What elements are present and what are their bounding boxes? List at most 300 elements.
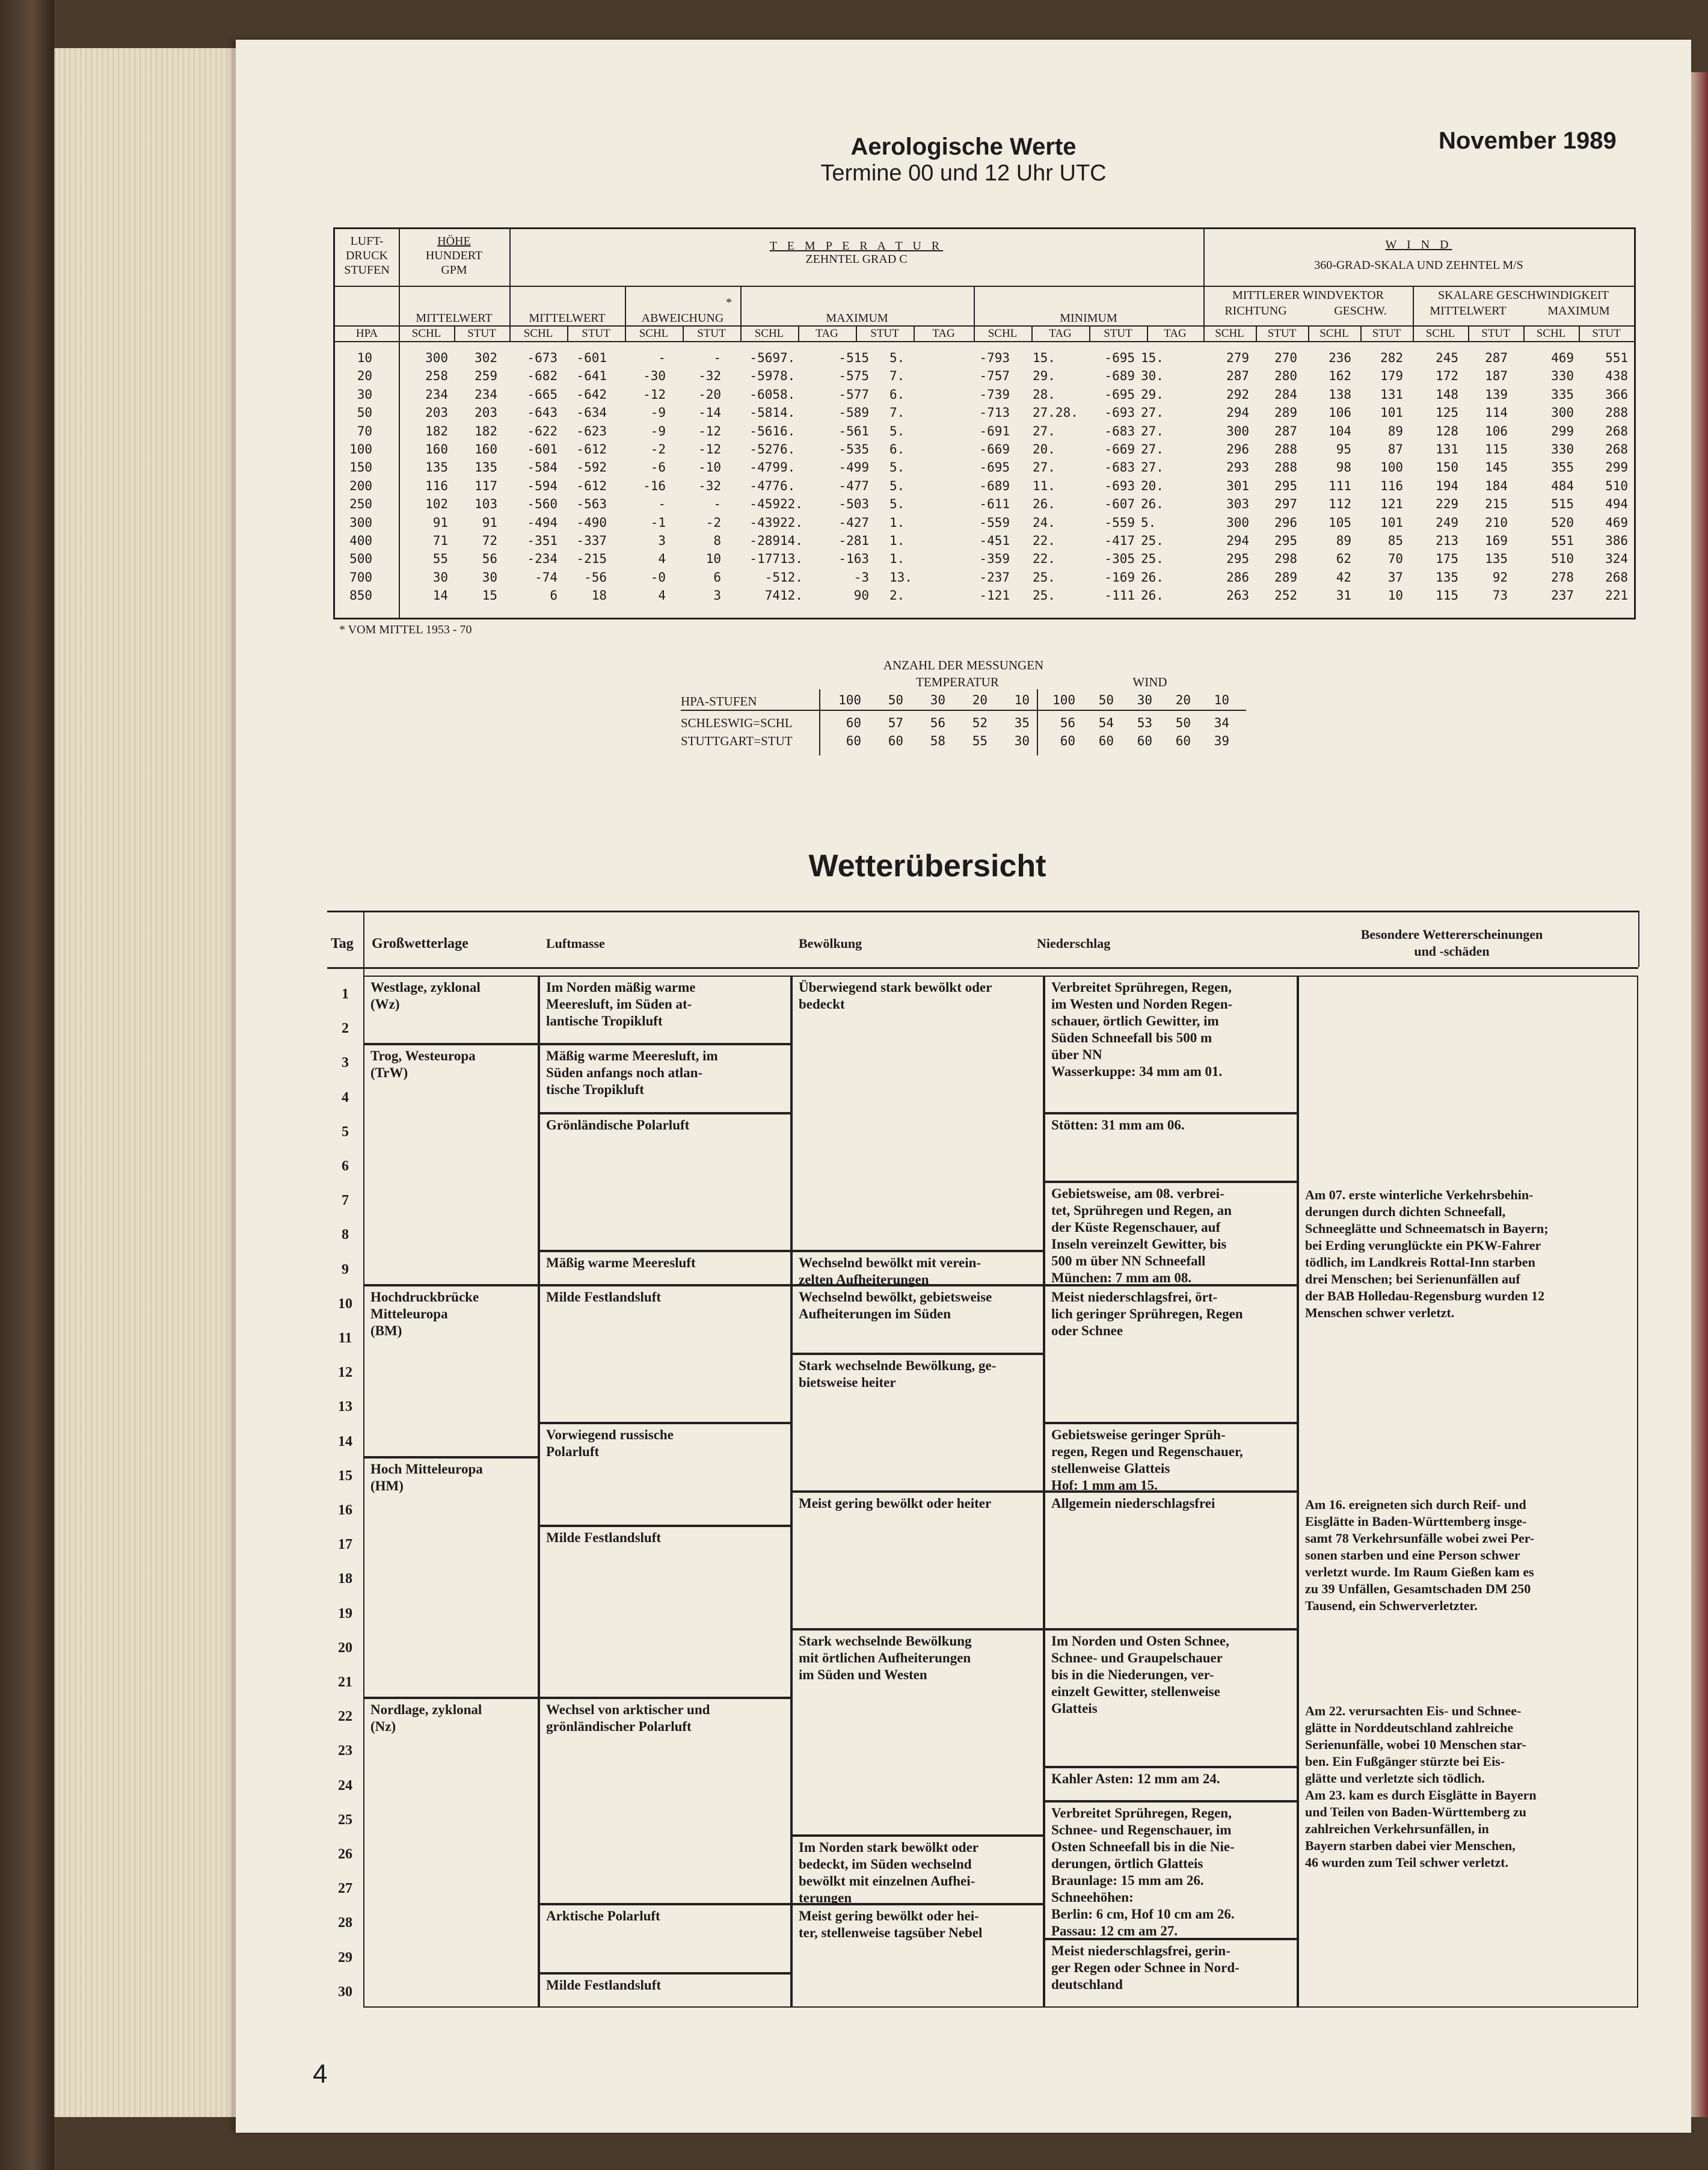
aero-cell: -16 (643, 478, 666, 493)
aero-cell: 6 (550, 588, 558, 603)
temp-unit: ZEHNTEL GRAD C (805, 253, 908, 266)
bewoelkung-3-line: Stark wechselnde Bewölkung, ge- (799, 1358, 997, 1374)
count-wind: 50 (1175, 716, 1191, 730)
aero-cell: 145 (1485, 460, 1508, 475)
count-wind: 60 (1060, 734, 1075, 748)
aero-cell: 72 (482, 533, 497, 548)
count-wind: 60 (1175, 734, 1191, 748)
luftmasse-7-line: grönländischer Polarluft (546, 1719, 692, 1735)
aero-cell: 11. (1033, 478, 1055, 493)
aero-cell: -561 (749, 423, 780, 438)
aero-cell: 515 (1551, 497, 1574, 512)
aero-cell: -479 (749, 460, 780, 475)
page-stack-edge (54, 48, 236, 2117)
bewoelkung-2-line: Aufheiterungen im Süden (799, 1306, 951, 1321)
niederschlag-6-line: Schnee- und Graupelschauer (1051, 1650, 1223, 1665)
subheader-schl: SCHL (754, 327, 784, 340)
aero-cell: 100 (1380, 460, 1403, 475)
aero-cell: 131 (1436, 442, 1458, 456)
aero-cell: 5. (1141, 515, 1157, 530)
aero-cell: 37 (1387, 570, 1403, 585)
rule (1638, 911, 1639, 967)
count-level-temp: 50 (888, 693, 903, 707)
aero-cell: 268 (1605, 570, 1628, 585)
aero-cell: 330 (1551, 369, 1574, 384)
niederschlag-2-line: München: 7 mm am 08. (1051, 1270, 1192, 1286)
besondere-line: Eisglätte in Baden-Württemberg insge- (1305, 1514, 1527, 1529)
aero-cell: 27. (1141, 405, 1164, 420)
aero-cell: 288 (1274, 442, 1297, 456)
niederschlag-6 (1051, 1633, 1293, 1717)
aero-cell: 169 (1485, 533, 1508, 548)
windvektor: MITTLERER WINDVEKTOR (1232, 289, 1384, 302)
gwl-2-line: Hochdruckbrücke (370, 1289, 479, 1305)
aero-cell: -535 (838, 442, 869, 456)
rule (1031, 325, 1033, 341)
aero-cell: 203 (425, 405, 448, 420)
aero-cell: 270 (1274, 351, 1297, 365)
aero-cell: -9 (650, 405, 666, 420)
aero-cell: -30 (643, 369, 666, 384)
aero-cell: 27. (1033, 460, 1055, 475)
aero-cell: 215 (1485, 497, 1508, 512)
aero-cell: 114 (1485, 405, 1508, 420)
aero-cell: 355 (1551, 460, 1574, 475)
count-level-temp: 100 (838, 693, 861, 707)
count-temp: 55 (972, 734, 988, 748)
aero-cell: -14 (698, 405, 721, 420)
niederschlag-9-line: deutschland (1051, 1976, 1123, 1992)
luftmasse-6 (546, 1529, 787, 1546)
niederschlag-5-line: Allgemein niederschlagsfrei (1051, 1496, 1215, 1511)
aero-cell: 70 (1387, 552, 1403, 567)
header-niederschlag: Niederschlag (1037, 936, 1111, 951)
aero-cell: 160 (475, 442, 497, 456)
aero-cell: 288 (1605, 405, 1628, 420)
aero-cell: -561 (838, 423, 869, 438)
aero-cell: -560 (527, 497, 558, 512)
day-number: 25 (338, 1812, 352, 1828)
bewoelkung-6 (799, 1839, 1039, 1907)
aero-cell: 26. (1141, 497, 1164, 512)
aero-cell: 5. (889, 351, 905, 365)
aero-cell: - (713, 497, 721, 512)
aero-cell: 102 (425, 497, 448, 512)
aero-cell: 551 (1605, 351, 1628, 365)
aero-cell: 293 (1226, 460, 1249, 475)
aero-cell: 300 (425, 351, 448, 365)
day-number: 4 (342, 1089, 349, 1105)
niederschlag-8-line: Berlin: 6 cm, Hof 10 cm am 26. (1051, 1906, 1235, 1922)
besondere-line: ben. Ein Fußgänger stürzte bei Eis- (1305, 1754, 1505, 1769)
aero-cell: 299 (1605, 460, 1628, 475)
wind-unit: 360-GRAD-SKALA UND ZEHNTEL M/S (1314, 259, 1523, 272)
niederschlag-9-line: Meist niederschlagsfrei, gerin- (1051, 1943, 1230, 1958)
subheader-schl: SCHL (1215, 327, 1244, 340)
aero-cell: -689 (1104, 369, 1135, 384)
besondere-line: zahlreichen Verkehrsunfällen, in (1305, 1821, 1489, 1837)
day-number: 20 (338, 1640, 352, 1656)
rule (335, 341, 1634, 342)
bewoelkung-2 (799, 1289, 1039, 1323)
subheader-stut: STUT (582, 327, 610, 340)
rule (1468, 325, 1469, 341)
bewoelkung-6-line: terungen (799, 1890, 852, 1905)
counts-table (681, 641, 1246, 761)
aero-cell: 5. (889, 423, 905, 438)
luftmasse-6-line: Milde Festlandsluft (546, 1530, 662, 1546)
aero-cell: 85 (1387, 533, 1403, 548)
subheader-stut: STUT (467, 327, 496, 340)
aero-cell: 5. (889, 497, 905, 512)
day-number: 27 (338, 1881, 352, 1897)
aero-cell: -281 (838, 533, 869, 548)
luftmasse-8 (546, 1908, 787, 1925)
aero-cell: 303 (1226, 497, 1249, 512)
aero-cell: 14 (432, 588, 448, 603)
luftmasse-2-line: Grönländische Polarluft (546, 1117, 690, 1133)
aero-cell: 135 (1485, 552, 1508, 567)
besondere-line: Bayern starben dabei vier Menschen, (1305, 1838, 1516, 1854)
aero-cell: 91 (482, 515, 497, 530)
bewoelkung-2-line: Wechselnd bewölkt, gebietsweise (799, 1289, 992, 1305)
aero-cell: - (658, 497, 666, 512)
aero-cell: -451 (979, 533, 1010, 548)
aero-cell: -427 (838, 515, 869, 530)
subheader-tag: TAG (816, 327, 838, 340)
aero-cell: 279 (1226, 351, 1249, 365)
aero-cell: 259 (475, 369, 497, 384)
aero-cell: 294 (1226, 533, 1249, 548)
aero-cell: -6 (650, 460, 666, 475)
niederschlag-4-line: Hof: 1 mm am 15. (1051, 1477, 1158, 1493)
aero-cell: 4 (658, 552, 666, 567)
aero-cell: -10 (698, 460, 721, 475)
count-station: STUTTGART=STUT (681, 734, 793, 748)
day-number: 11 (338, 1330, 352, 1346)
aero-cell: -589 (838, 405, 869, 420)
day-number: 22 (338, 1709, 352, 1725)
aero-cell: 213 (1436, 533, 1458, 548)
aero-cell: -20 (698, 387, 721, 402)
aero-cell: -74 (535, 570, 558, 585)
niederschlag-8-line: Passau: 12 cm am 27. (1051, 1923, 1178, 1938)
aero-cell: -2 (705, 515, 721, 530)
aero-cell: -713 (979, 405, 1010, 420)
count-station: SCHLESWIG=SCHL (681, 716, 793, 730)
aero-cell: 117 (475, 478, 497, 493)
niederschlag-7-line: Kahler Asten: 12 mm am 24. (1051, 1771, 1220, 1786)
aero-cell: 20 (357, 369, 372, 384)
page-number: 4 (313, 2059, 328, 2089)
subheader-schl: SCHL (988, 327, 1018, 340)
subheader-stut: STUT (1372, 327, 1401, 340)
rule (1523, 325, 1525, 341)
luftmasse-7-line: Wechsel von arktischer und (546, 1702, 710, 1718)
luftmasse-1 (546, 1048, 787, 1098)
besondere-line: Am 22. verursachten Eis- und Schnee- (1305, 1703, 1522, 1719)
day-number: 10 (338, 1296, 352, 1312)
skalar-max: MAXIMUM (1547, 304, 1610, 318)
count-wind: 53 (1137, 716, 1152, 730)
header-luftmasse: Luftmasse (546, 936, 605, 951)
aero-cell: 13. (889, 570, 912, 585)
aero-cell: 125 (1436, 405, 1458, 420)
day-number: 14 (338, 1433, 352, 1449)
aero-cell: 50 (357, 405, 372, 420)
besondere-1 (1305, 1496, 1630, 1614)
aero-cell: - (713, 351, 721, 365)
aero-cell: 62 (1336, 552, 1351, 567)
aero-cell: 7. (889, 405, 905, 420)
aero-cell: 30 (432, 570, 448, 585)
luftmasse-1-line: Süden anfangs noch atlan- (546, 1065, 703, 1081)
aero-cell: 182 (425, 423, 448, 438)
aero-cell: 400 (349, 533, 372, 548)
rule (798, 325, 799, 341)
bewoelkung-0-line: bedeckt (799, 997, 845, 1012)
niederschlag-0 (1051, 979, 1293, 1080)
aero-cell: 438 (1605, 369, 1628, 384)
besondere-line: Am 23. kam es durch Eisglätte in Bayern (1305, 1787, 1537, 1803)
aero-cell: -612 (576, 442, 607, 456)
aero-cell: 89 (1336, 533, 1351, 548)
luftmasse-0-line: Meeresluft, im Süden at- (546, 997, 692, 1012)
rule (327, 911, 1638, 912)
count-wind: 56 (1060, 716, 1075, 730)
rule (1308, 325, 1309, 341)
aero-cell: 221 (1605, 588, 1628, 603)
aero-cell: 15. (1033, 351, 1055, 365)
aero-cell: 182 (475, 423, 497, 438)
gwl-2 (370, 1289, 534, 1339)
aero-cell: 20. (1033, 442, 1055, 456)
aero-cell: 200 (349, 478, 372, 493)
niederschlag-4-line: stellenweise Glatteis (1051, 1460, 1170, 1476)
aero-cell: -559 (979, 515, 1010, 530)
hoehe-mittelwert: MITTELWERT (416, 312, 493, 325)
weather-table (327, 911, 1638, 2005)
aero-cell: 1. (889, 515, 905, 530)
aero-cell: -503 (838, 497, 869, 512)
aero-cell: 12. (780, 570, 803, 585)
aero-cell: 15 (482, 588, 497, 603)
luftmasse-8-line: Arktische Polarluft (546, 1908, 660, 1924)
aero-cell: 24. (1033, 515, 1055, 530)
aero-cell: 179 (1380, 369, 1403, 384)
day-number: 8 (342, 1227, 349, 1243)
counts-wind: WIND (1132, 675, 1167, 689)
aero-cell: -642 (576, 387, 607, 402)
aero-cell: 71 (432, 533, 448, 548)
aero-cell: 1. (889, 533, 905, 548)
aero-cell: 249 (1436, 515, 1458, 530)
footnote: * VOM MITTEL 1953 - 70 (339, 623, 472, 636)
aero-cell: 100 (349, 442, 372, 456)
aero-cell: -612 (576, 478, 607, 493)
aero-cell: 229 (1436, 497, 1458, 512)
aero-cell: 258 (425, 369, 448, 384)
aero-cell: -563 (576, 497, 607, 512)
bewoelkung-3-line: bietsweise heiter (799, 1375, 896, 1391)
niederschlag-4-line: Gebietsweise geringer Sprüh- (1051, 1427, 1226, 1442)
aero-cell: 55 (432, 552, 448, 567)
niederschlag-3-line: lich geringer Sprühregen, Regen (1051, 1306, 1243, 1321)
aero-cell: 27. (1141, 423, 1164, 438)
aero-cell: 135 (1436, 570, 1458, 585)
aero-cell: 10 (1387, 588, 1403, 603)
aero-cell: -477 (838, 478, 869, 493)
aero-cell: 104 (1329, 423, 1351, 438)
aero-cell: 210 (1485, 515, 1508, 530)
aero-cell: 30 (357, 387, 372, 402)
niederschlag-7 (1051, 1771, 1293, 1787)
niederschlag-0-line: Wasserkuppe: 34 mm am 01. (1051, 1064, 1223, 1079)
aero-cell: 282 (1380, 351, 1403, 365)
niederschlag-2-line: 500 m über NN Schneefall (1051, 1253, 1206, 1269)
day-number: 15 (338, 1468, 352, 1484)
gwl-3-line: Hoch Mitteleuropa (370, 1461, 483, 1477)
luftmasse-9-line: Milde Festlandsluft (546, 1977, 662, 1993)
bewoelkung-6-line: bedeckt, im Süden wechselnd (799, 1857, 972, 1872)
aero-cell: -594 (527, 478, 558, 493)
besondere-0 (1305, 1187, 1630, 1321)
niederschlag-8-line: Braunlage: 15 mm am 26. (1051, 1872, 1204, 1888)
aero-cell: -490 (576, 515, 607, 530)
niederschlag-2-line: Gebietsweise, am 08. verbrei- (1051, 1186, 1224, 1202)
aero-cell: 292 (1226, 387, 1249, 402)
aero-cell: -607 (1104, 497, 1135, 512)
aero-cell: 295 (1274, 478, 1297, 493)
aero-cell: -575 (838, 369, 869, 384)
aero-cell: 324 (1605, 552, 1628, 567)
temp-maximum: MAXIMUM (826, 312, 888, 325)
besondere-line: Tausend, ein Schwerverletzter. (1305, 1598, 1478, 1613)
aero-cell: 111 (1329, 478, 1351, 493)
aero-cell: -569 (749, 351, 780, 365)
rule (1147, 325, 1148, 341)
aero-cell: 289 (1274, 570, 1297, 585)
day-number: 2 (342, 1021, 349, 1037)
count-wind: 54 (1098, 716, 1114, 730)
besondere-line: Am 16. ereigneten sich durch Reif- und (1305, 1497, 1526, 1512)
aero-cell: 26. (1141, 588, 1164, 603)
aero-cell: 7. (780, 351, 796, 365)
aero-cell: -494 (527, 515, 558, 530)
subheader-stut: STUT (697, 327, 726, 340)
luftmasse-4-box (539, 1285, 791, 1423)
aero-table (333, 227, 1636, 619)
aero-cell: -673 (527, 351, 558, 365)
aero-cell: 148 (1436, 387, 1458, 402)
count-temp: 30 (1014, 734, 1030, 748)
aero-cell: 22. (780, 497, 803, 512)
aero-cell: 298 (1274, 552, 1297, 567)
besondere-line: derungen durch dichten Schneefall, (1305, 1204, 1506, 1220)
aero-cell: 510 (1551, 552, 1574, 567)
aero-cell: -691 (979, 423, 1010, 438)
aero-cell: -163 (838, 552, 869, 567)
aero-cell: -611 (979, 497, 1010, 512)
bewoelkung-5 (799, 1633, 1039, 1683)
niederschlag-6-line: Im Norden und Osten Schnee, (1051, 1633, 1229, 1649)
rule (740, 325, 742, 341)
rule (974, 325, 975, 341)
subheader-schl: SCHL (1536, 327, 1566, 340)
luftmasse-2-box (539, 1113, 791, 1251)
aero-cell: -739 (979, 387, 1010, 402)
aero-cell: 22. (1033, 533, 1055, 548)
aero-cell: -559 (1104, 515, 1135, 530)
subheader-schl: SCHL (1319, 327, 1349, 340)
aero-cell: 484 (1551, 478, 1574, 493)
aero-cell: 27.28. (1033, 405, 1078, 420)
aero-cell: 300 (349, 515, 372, 530)
aero-cell: - (658, 351, 666, 365)
aero-cell: 6. (889, 387, 905, 402)
day-number: 17 (338, 1537, 352, 1553)
rule (914, 325, 915, 341)
aero-cell: -9 (650, 423, 666, 438)
gwl-4-line: Nordlage, zyklonal (370, 1702, 482, 1718)
besondere-line: Menschen schwer verletzt. (1305, 1305, 1455, 1321)
niederschlag-4-line: regen, Regen und Regenschauer, (1051, 1443, 1243, 1459)
aero-cell: 29. (1141, 387, 1164, 402)
day-number: 18 (338, 1571, 352, 1587)
luftmasse-3-line: Mäßig warme Meeresluft (546, 1255, 696, 1270)
header-bewoelkung: Bewölkung (799, 936, 862, 951)
aero-cell: 287 (1226, 369, 1249, 384)
aero-cell: 89 (1387, 423, 1403, 438)
subheader-stut: STUT (870, 327, 899, 340)
header-tag: Tag (331, 936, 354, 951)
aero-cell: 26. (1033, 497, 1055, 512)
subheader-stut: STUT (1267, 327, 1297, 340)
day-number: 1 (342, 986, 349, 1002)
niederschlag-2-line: Inseln vereinzelt Gewitter, bis (1051, 1237, 1227, 1252)
luftmasse-4-line: Milde Festlandsluft (546, 1289, 662, 1305)
count-level-wind: 100 (1052, 693, 1075, 707)
aero-cell: -12 (643, 387, 666, 402)
aero-cell: 131 (1380, 387, 1403, 402)
aero-cell: 280 (1274, 369, 1297, 384)
aero-cell: 300 (1226, 515, 1249, 530)
aero-cell: 6. (780, 478, 796, 493)
gwl-1 (370, 1048, 534, 1081)
count-level-temp: 10 (1014, 693, 1030, 707)
besondere-line: Schneeglätte und Schneematsch in Bayern; (1305, 1221, 1549, 1237)
aero-cell: 98 (1336, 460, 1351, 475)
aero-cell: 469 (1605, 515, 1628, 530)
aero-cell: 301 (1226, 478, 1249, 493)
aero-cell: 330 (1551, 442, 1574, 456)
niederschlag-0-line: im Westen und Norden Regen- (1051, 997, 1233, 1012)
aero-cell: 296 (1274, 515, 1297, 530)
book-binding (0, 0, 54, 2170)
month-label: November 1989 (1439, 128, 1617, 154)
aero-cell: -584 (527, 460, 558, 475)
aero-cell: 115 (1485, 442, 1508, 456)
aero-cell: 22. (1033, 552, 1055, 567)
luftmasse-5 (546, 1427, 787, 1460)
subheader-schl: SCHL (411, 327, 441, 340)
aero-cell: -577 (838, 387, 869, 402)
aero-cell: 150 (1436, 460, 1458, 475)
besondere-line: 46 wurden zum Teil schwer verletzt. (1305, 1855, 1509, 1870)
aero-cell: 194 (1436, 478, 1458, 493)
aero-cell: 263 (1226, 588, 1249, 603)
aero-cell: -215 (576, 552, 607, 567)
